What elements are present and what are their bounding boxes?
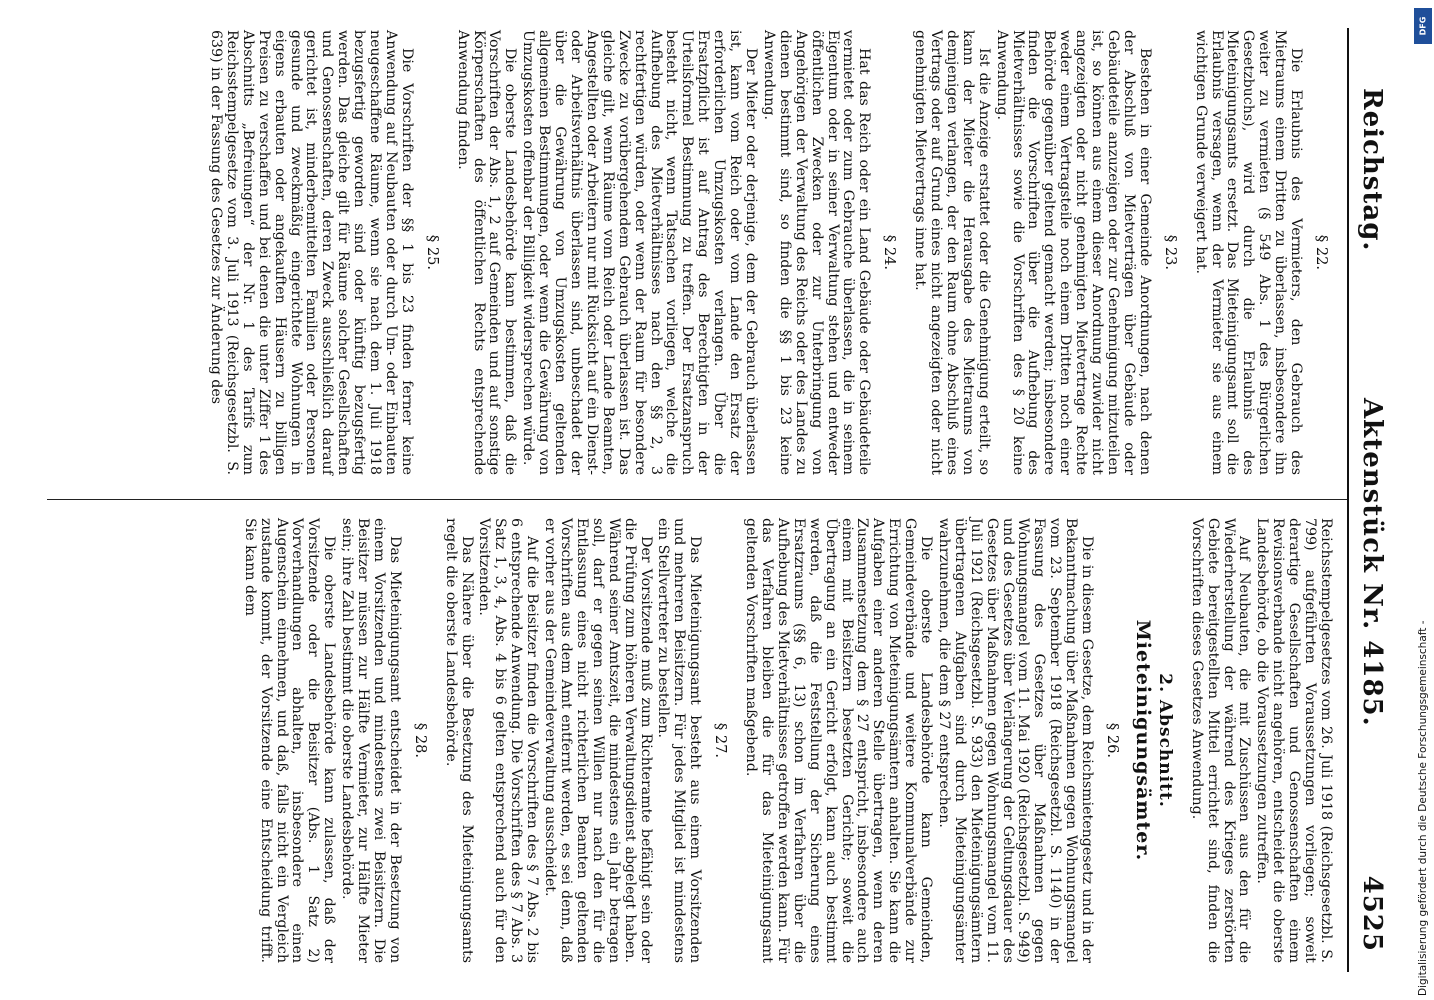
section-heading: § 22. [1313, 234, 1330, 271]
credit-text-wrapper [1413, 0, 1434, 1000]
header-rule [1347, 28, 1349, 972]
header-title: Aktenstück Nr. 4185. [1357, 398, 1387, 727]
digitization-credit [1413, 0, 1434, 1000]
section-heading: § 24. [881, 234, 899, 271]
chapter-heading: 2. Abschnitt. [1154, 673, 1175, 808]
paragraph: Die Erlaubnis des Vermieters, den Gebrauch des Mietraums einem Dritten zu überlassen, insbesondere ihn weiter zu vermieten (§ 549 Abs. 1 des Bürgerlichen Gesetzbuchs), wird durch die Erlaubnis des Mieteinigungsamts ersetzt. Das Mieteinigungsamt soll die Erlaubnis versagen, wenn der Vermieter sie aus einem wichtigen Grunde verweigert hat. [1192, 30, 1305, 475]
running-header [1353, 28, 1393, 972]
paragraph: Die Vorschriften der §§ 1 bis 23 finden ferner keine Anwendung auf Neubauten oder durch Um- oder Einbauten neugeschaffene Räume, wenn sie nach dem 1. Juli 1918 bezugsfertig geworden sind oder künftig bezugsfertig werden. Das gleiche gilt für Räume solcher Gesellschaften und Genossenschaften, deren Zweck ausschließlich darauf gerichtet ist, minderbemittelten Familien oder Personen gesunde und zweckmäßig eingerichtete Wohnungen in eigens erbauten oder angekauften Häusern zu billigen Preisen zu verschaffen und bei denen die unter Ziffer 1 des Abschnitts „Befreiungen“ der Nr. 1 des Tarifs zum Reichsstempelgesetze vom 3. Juli 1913 (Reichsgesetzbl. S. 639) in der Fassung des Gesetzes zur Änderung des [208, 30, 415, 475]
paragraph: Ist die Anzeige erstattet oder die Genehmigung erteilt, so kann der Mieter die Herausgabe des Mietraums von demjenigen verlangen, der den Raum ohne Abschluß eines Vertrags oder auf Grund eines nicht angezeigten oder nicht genehmigten Mietvertrags inne hat. [912, 30, 992, 475]
paragraph: Reichsstempelgesetzes vom 26. Juli 1918 (Reichsgesetzbl. S. 799) aufgeführten Voraussetzungen vorliegen; soweit derartige Gesellschaften und Genossenschaften einem Revisionsverbande nicht angehören, entscheidet die oberste Landesbehörde, ob die Voraussetzungen zutreffen. [1254, 518, 1334, 963]
section-heading: § 26. [1104, 722, 1122, 759]
right-column [239, 518, 1333, 963]
section-heading: § 25. [423, 234, 441, 271]
paragraph: Bestehen in einer Gemeinde Anordnungen, nach denen der Abschluß von Mietverträgen über Gebäude oder Gebäudeteile anzuzeigen oder zur Genehmigung mitzuteilen ist, so können aus einem dieser Anordnung zuwider nicht angezeigten oder nicht genehmigten Mietvertrage Rechte weder einem Vertragsteile noch einem Dritten noch einer Behörde gegenüber geltend gemacht werden; insbesondere finden die Vorschriften über die Aufhebung des Mietverhältnisses sowie die Vorschriften des § 20 keine Anwendung. [993, 30, 1153, 475]
paragraph: Der Mieter oder derjenige, dem der Gebrauch überlassen ist, kann vom Reich oder vom Lande den Ersatz der erforderlichen Umzugskosten verlangen. Über die Ersatzpflicht ist auf Antrag des Berechtigten in der Urteilsformel Bestimmung zu treffen. Der Ersatzanspruch besteht nicht, wenn Tatsachen vorliegen, welche die Aufhebung des Mietverhältnisses nach den §§ 2, 3 rechtfertigen würden, oder wenn der Raum für besondere Zwecke zu vorübergehendem Gebrauch überlassen ist. Das gleiche gilt, wenn Räume vom Reich oder Lande Beamten, Angestellten oder Arbeitern nur mit Rücksicht auf ein Dienst- oder Arbeitsverhältnis überlassen sind, unbeschadet der über die Gewährung von Umzugskosten geltenden allgemeinen Bestimmungen, oder wenn die Gewährung von Umzugskosten offenbar der Billigkeit widersprechen würde. [520, 30, 759, 475]
paragraph: Der Vorsitzende muß zum Richteramte befähigt sein oder die Prüfung zum höheren Verwaltungsdienst abgelegt haben. Während seiner Amtszeit, die mindestens ein Jahr betragen soll, darf er gegen seinen Willen nur nach den für die Entlassung eines nicht richterlichen Beamten geltenden Vorschriften aus dem Amt entfernt werden, es sei denn, daß er vorher aus der Gemeindeverwaltung ausscheidet. [542, 518, 654, 963]
column-divider [47, 499, 1347, 500]
paragraph: Die oberste Landesbehörde kann bestimmen, daß die Vorschriften der Abs. 1, 2 auf Gemeinden und auf sonstige Körperschaften des öffentlichen Rechts entsprechende Anwendung finden. [454, 30, 519, 475]
paragraph: Die oberste Landesbehörde kann Gemeinden, Gemeindeverbände und weitere Kommunalverbände zur Errichtung von Mieteinigungsämtern anhalten. Sie kann die Aufgaben einer anderen Stelle übertragen, wenn deren Zusammensetzung dem § 27 entspricht, insbesondere auch einem mit Beisitzern besetzten Gerichte; soweit die Übertragung an ein Gericht erfolgt, kann auch bestimmt werden, daß die Feststellung der Sicherung eines Ersatzraums (§§ 6, 13) schon im Verfahren über die Aufhebung des Mietverhältnisses getroffen werden kann. Für das Verfahren bleiben die für das Mieteinigungsamt geltenden Vorschriften maßgebend. [743, 518, 935, 963]
paragraph: Hat das Reich oder ein Land Gebäude oder Gebäudeteile vermietet oder zum Gebrauche überlassen, die in seinem Eigentum oder in seiner Verwaltung stehen und entweder öffentlichen Zwecken oder zur Unterbringung von Angehörigen der Verwaltung des Reichs oder des Landes zu dienen bestimmt sind, so finden die §§ 1 bis 23 keine Anwendung. [760, 30, 873, 475]
paragraph: Die in diesem Gesetze, dem Reichsmietengesetz und in der Bekanntmachung über Maßnahmen gegen Wohnungsmangel vom 23. September 1918 (Reichsgesetzbl. S. 1140) in der Fassung des Gesetzes über Maßnahmen gegen Wohnungsmangel vom 11. Mai 1920 (Reichsgesetzbl. S. 949) und des Gesetzes über Verlängerung der Geltungsdauer des Gesetzes über Maßnahmen gegen Wohnungsmangel vom 11. Juli 1921 (Reichsgesetzbl. S. 933) den Mieteinigungsämtern übertragenen Aufgaben sind durch Mieteinigungsämter wahrzunehmen, die dem § 27 entsprechen. [935, 518, 1096, 963]
dfg-logo-text: DFG [1418, 16, 1428, 36]
paragraph: Auf die Beisitzer finden die Vorschriften des § 7 Abs. 2 bis 6 entsprechende Anwendung. Die Vorschriften des § 7 Abs. 3 Satz 1, 3, 4, Abs. 4 bis 6 gelten entsprechend auch für den Vorsitzenden. [476, 518, 541, 963]
section-heading: § 28. [411, 722, 429, 759]
section-heading: § 27. [712, 722, 730, 759]
dfg-logo [1414, 8, 1432, 44]
paragraph: Die oberste Landesbehörde kann zulassen, daß der Vorsitzende oder die Beisitzer (Abs. 1 Satz 2) Vorverhandlungen abhalten, insbesondere einen Augenschein einnehmen, und daß, falls nicht ein Vergleich zustande kommt, der Vorsitzende eine Entscheidung trifft. Sie kann dem [241, 518, 338, 963]
paragraph: Das Mieteinigungsamt entscheidet in der Besetzung von einem Vorsitzenden und mindestens zwei Beisitzern. Die Beisitzer müssen zur Hälfte Vermieter, zur Hälfte Mieter sein; ihre Zahl bestimmt die oberste Landesbehörde. [339, 518, 403, 963]
header-left: Reichstag. [1357, 88, 1387, 252]
paragraph: Das Nähere über die Besetzung des Mieteinigungsamts regelt die oberste Landesbehörde. [442, 518, 475, 963]
page-number: 4525 [1357, 875, 1387, 952]
credit-text: Digitalisierung gefördert durch die Deutsche Forschungsgemeinschaft - [1417, 620, 1429, 996]
paragraph: Auf Neubauten, die mit Zuschüssen aus den für die Wiederherstellung der während des Krieges zerstörten Gebiete bereitgestellten Mittel errichtet sind, finden die Vorschriften dieses Gesetzes Anwendung. [1188, 518, 1253, 963]
chapter-title: Mieteinigungsämter. [1131, 619, 1154, 862]
paragraph: Das Mieteinigungsamt besteht aus einem Vorsitzenden und mehreren Beisitzern. Für jedes Mitglied ist mindestens ein Stellvertreter zu bestellen. [655, 518, 704, 963]
section-heading: § 23. [1161, 234, 1179, 271]
left-column [205, 30, 1333, 475]
